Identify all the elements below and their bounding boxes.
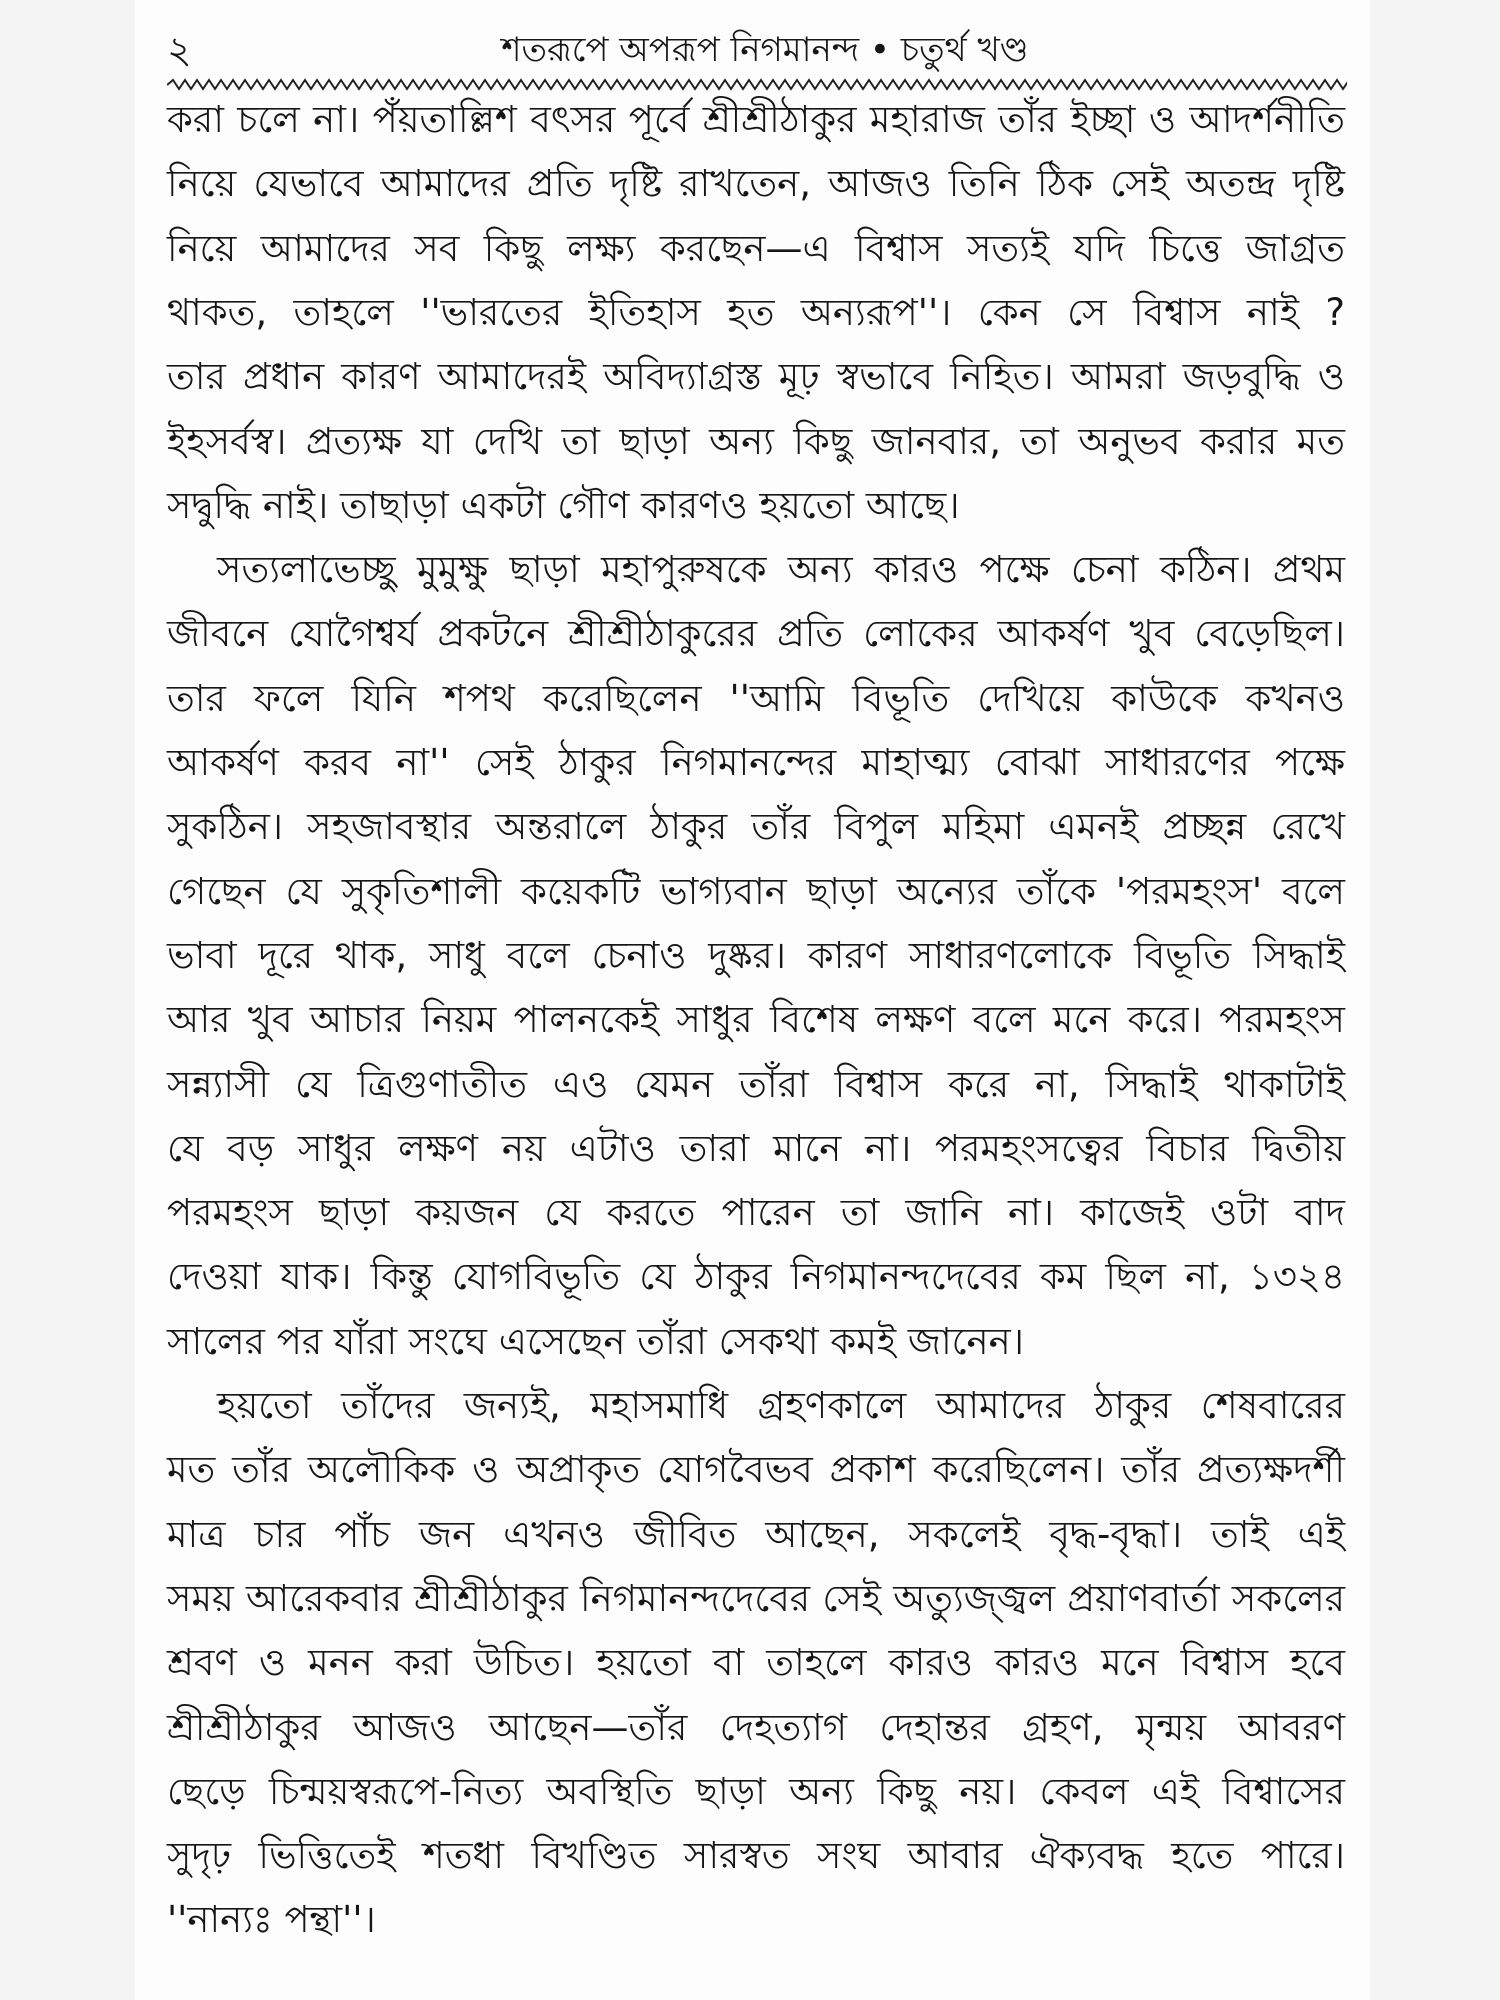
text-line: মত তাঁর অলৌকিক ও অপ্রাকৃত যোগবৈভব প্রকাশ করেছিলেন। তাঁর প্রত্যক্ষদর্শী <box>167 1448 1345 1492</box>
text-line: আর খুব আচার নিয়ম পালনকেই সাধুর বিশেষ লক্ষণ বলে মনে করে। পরমহংস <box>167 998 1345 1042</box>
text-line: সুকঠিন। সহজাবস্থার অন্তরালে ঠাকুর তাঁর বিপুল মহিমা এমনই প্রচ্ছন্ন রেখে <box>167 805 1345 849</box>
text-line: আকর্ষণ করব না'' সেই ঠাকুর নিগমানন্দের মাহাত্ম্য বোঝা সাধারণের পক্ষে <box>167 741 1345 784</box>
text-line: শ্রীশ্রীঠাকুর আজও আছেন—তাঁর দেহত্যাগ দেহান্তর গ্রহণ, মৃন্ময় আবরণ <box>167 1705 1345 1749</box>
text-line: তার ফলে যিনি শপথ করেছিলেন ''আমি বিভূতি দেখিয়ে কাউকে কখনও <box>167 676 1345 720</box>
text-line: সদ্বুদ্ধি নাই। তাছাড়া একটা গৌণ কারণও হয়তো আছে। <box>167 483 960 527</box>
text-line: থাকত, তাহলে ''ভারতের ইতিহাস হত অন্যরূপ''। কেন সে বিশ্বাস নাই ? <box>167 290 1345 334</box>
text-line: নিয়ে আমাদের সব কিছু লক্ষ্য করছেন—এ বিশ্বাস সত্যই যদি চিত্তে জাগ্রত <box>167 226 1345 270</box>
running-header-title: শতরূপে অপরূপ নিগমানন্দ • চতুর্থ খণ্ড <box>501 30 1029 70</box>
text-line: গেছেন যে সুকৃতিশালী কয়েকটি ভাগ্যবান ছাড়া অন্যের তাঁকে 'পরমহংস' বলে <box>167 869 1345 913</box>
text-line: ছেড়ে চিন্ময়স্বরূপে-নিত্য অবস্থিতি ছাড়া অন্য কিছু নয়। কেবল এই বিশ্বাসের <box>167 1769 1345 1813</box>
text-line: যে বড় সাধুর লক্ষণ নয় এটাও তারা মানে না। পরমহংসত্বের বিচার দ্বিতীয় <box>167 1126 1345 1170</box>
text-line: ভাবা দূরে থাক, সাধু বলে চেনাও দুষ্কর। কারণ সাধারণলোকে বিভূতি সিদ্ধাই <box>167 933 1345 977</box>
text-line: সন্ন্যাসী যে ত্রিগুণাতীত এও যেমন তাঁরা বিশ্বাস করে না, সিদ্ধাই থাকাটাই <box>167 1062 1345 1106</box>
text-line: সালের পর যাঁরা সংঘে এসেছেন তাঁরা সেকথা কমই জানেন। <box>167 1319 1024 1363</box>
text-line: মাত্র চার পাঁচ জন এখনও জীবিত আছেন, সকলেই বৃদ্ধ-বৃদ্ধা। তাই এই <box>167 1512 1345 1556</box>
page-number: ২ <box>167 28 192 72</box>
text-line: সময় আরেকবার শ্রীশ্রীঠাকুর নিগমানন্দদেবের সেই অত্যুজ্জ্বল প্রয়াণবার্তা সকলের <box>167 1576 1345 1620</box>
text-line: তার প্রধান কারণ আমাদেরই অবিদ্যাগ্রস্ত মূঢ় স্বভাবে নিহিত। আমরা জড়বুদ্ধি ও <box>167 355 1345 399</box>
text-line: শ্রবণ ও মনন করা উচিত। হয়তো বা তাহলে কারও কারও মনে বিশ্বাস হবে <box>167 1641 1345 1685</box>
text-line: জীবনে যোগৈশ্বর্য প্রকটনে শ্রীশ্রীঠাকুরের প্রতি লোকের আকর্ষণ খুব বেড়েছিল। <box>167 612 1345 656</box>
wavy-divider <box>167 78 1347 92</box>
text-line: দেওয়া যাক। কিন্তু যোগবিভূতি যে ঠাকুর নিগমানন্দদেবের কম ছিল না, ১৩২৪ <box>167 1255 1345 1299</box>
text-line: ইহসর্বস্ব। প্রত্যক্ষ যা দেখি তা ছাড়া অন্য কিছু জানবার, তা অনুভব করার মত <box>167 419 1345 463</box>
text-line: পরমহংস ছাড়া কয়জন যে করতে পারেন তা জানি না। কাজেই ওটা বাদ <box>167 1191 1345 1235</box>
text-line: করা চলে না। পঁয়তাল্লিশ বৎসর পূর্বে শ্রীশ্রীঠাকুর মহারাজ তাঁর ইচ্ছা ও আদর্শনীতি <box>167 98 1345 141</box>
text-line: নিয়ে যেভাবে আমাদের প্রতি দৃষ্টি রাখতেন, আজও তিনি ঠিক সেই অতন্দ্র দৃষ্টি <box>167 162 1345 206</box>
text-line: হয়তো তাঁদের জন্যই, মহাসমাধি গ্রহণকালে আমাদের ঠাকুর শেষবারের <box>217 1384 1345 1427</box>
text-line: সত্যলাভেচ্ছু মুমুক্ষু ছাড়া মহাপুরুষকে অন্য কারও পক্ষে চেনা কঠিন। প্রথম <box>217 548 1345 592</box>
text-line: ''নান্যঃ পন্থা''। <box>167 1898 376 1942</box>
text-line: সুদৃঢ় ভিত্তিতেই শতধা বিখণ্ডিত সারস্বত সংঘ আবার ঐক্যবদ্ধ হতে পারে। <box>167 1834 1345 1878</box>
